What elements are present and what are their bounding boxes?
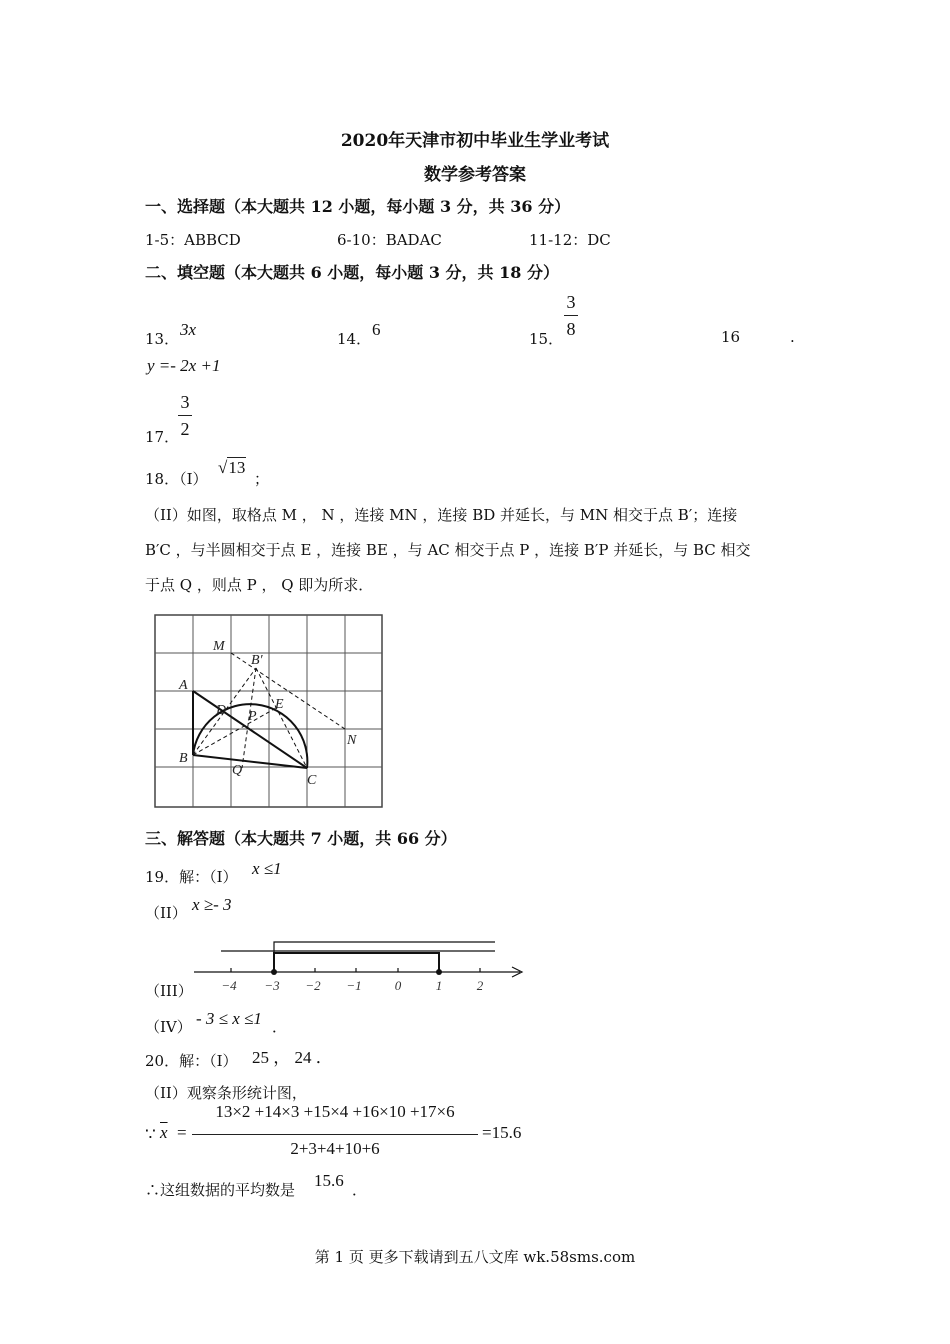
q19-ii-label: （II） <box>145 904 187 922</box>
label-M: M <box>213 639 225 654</box>
q20-because: ∵ <box>145 1125 156 1144</box>
q20-conclusion-value: 15.6 <box>314 1171 344 1190</box>
label-N: N <box>347 733 357 748</box>
q16-dot: . <box>790 328 795 346</box>
label-B: B <box>179 751 188 766</box>
q13-answer: 3x <box>180 320 197 339</box>
tick-minus3: −3 <box>264 978 280 993</box>
answer-group-1: 1-5：ABBCD <box>145 231 241 249</box>
tick-0: 0 <box>394 978 402 993</box>
answer-group-3: 11-12：DC <box>529 231 611 249</box>
label-A: A <box>179 678 188 693</box>
q18-ii-line3: 于点 Q ，则点 P ， Q 即为所求． <box>145 576 374 594</box>
q20-label: 20．解：（I） <box>145 1052 238 1070</box>
q19-iii-label: （III） <box>145 982 193 1000</box>
q20-xbar: $\overline{x}$ <box>160 1123 168 1142</box>
q18-sqrt: √13 <box>218 458 246 477</box>
q15-label: 15． <box>529 330 564 348</box>
q20-fraction-bar <box>192 1134 478 1135</box>
number-line <box>190 934 530 996</box>
tick-minus2: −2 <box>305 978 321 993</box>
tick-2: 2 <box>476 978 484 993</box>
q20-i-answer: 25 ， 24 ． <box>252 1048 333 1067</box>
page-footer: 第 1 页 更多下载请到五八文库 wk.58sms.com <box>314 1248 636 1266</box>
section2-heading: 二、填空题（本大题共 6 小题，每小题 3 分，共 18 分） <box>145 263 559 282</box>
label-Bprime: B′ <box>251 653 263 668</box>
q19-label: 19．解：（I） <box>145 868 238 886</box>
q17-numerator: 3 <box>180 392 190 412</box>
q17-label: 17． <box>145 428 180 446</box>
tick-1: 1 <box>435 978 443 993</box>
q18-semicolon: ； <box>254 470 270 488</box>
q16-label: 16 <box>721 328 741 346</box>
section1-heading: 一、选择题（本大题共 12 小题，每小题 3 分，共 36 分） <box>145 197 571 216</box>
answer-group-2: 6-10：BADAC <box>337 231 442 249</box>
q18-ii-line1: （II）如图，取格点 M ， N ，连接 MN ，连接 BD 并延长，与 MN 相交于点 B′；连接 <box>145 506 738 524</box>
q15-denominator: 8 <box>566 319 576 339</box>
q17-denominator: 2 <box>180 419 190 439</box>
q13-label: 13． <box>145 330 180 348</box>
label-D: D <box>216 703 227 718</box>
q20-numerator: 13×2 +14×3 +15×4 +16×10 +17×6 <box>215 1102 455 1121</box>
q16-answer: y =- 2x +1 <box>147 356 221 375</box>
label-Q: Q <box>232 763 243 778</box>
q19-i-answer: x ≤1 <box>252 859 282 878</box>
q19-iv-label: （IV） <box>145 1018 192 1036</box>
geometry-figure <box>150 610 386 810</box>
q15-fraction <box>564 292 578 339</box>
q20-equals: = <box>177 1123 187 1142</box>
document-subtitle: 数学参考答案 <box>424 165 526 185</box>
tick-minus4: −4 <box>221 978 237 993</box>
q19-iv-answer: - 3 ≤ x ≤1 <box>196 1009 262 1028</box>
q20-conclusion: ∴这组数据的平均数是 <box>145 1181 296 1199</box>
section3-heading: 三、解答题（本大题共 7 小题，共 66 分） <box>145 829 457 848</box>
q20-result: =15.6 <box>482 1123 522 1142</box>
document-title: 2020年天津市初中毕业生学业考试 <box>340 131 610 151</box>
q20-denominator: 2+3+4+10+6 <box>290 1139 380 1158</box>
label-C: C <box>307 773 317 788</box>
q14-label: 14． <box>337 330 372 348</box>
label-P: P <box>248 709 257 724</box>
tick-minus1: −1 <box>346 978 362 993</box>
label-E: E <box>275 697 284 712</box>
q15-numerator: 3 <box>566 292 576 312</box>
q19-iv-end: ． <box>272 1018 288 1036</box>
q20-conclusion-end: ． <box>352 1181 368 1199</box>
q14-answer: 6 <box>372 320 381 339</box>
q18-ii-line2: B′C ，与半圆相交于点 E ，连接 BE ，与 AC 相交于点 P ，连接 B′P 并延长，与 BC 相交 <box>145 541 751 559</box>
q18-label: 18．（I） <box>145 470 208 488</box>
q18-sqrt-radicand: 13 <box>228 458 246 477</box>
q20-ii-label: （II）观察条形统计图， <box>145 1084 307 1102</box>
q19-ii-answer: x ≥- 3 <box>192 895 232 914</box>
q17-fraction <box>178 392 192 439</box>
